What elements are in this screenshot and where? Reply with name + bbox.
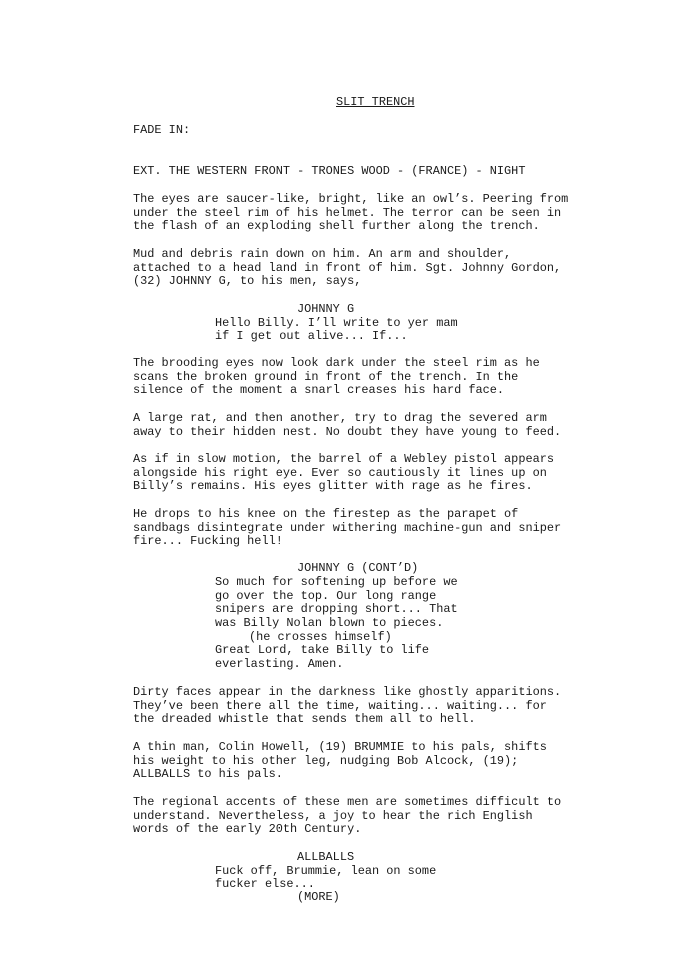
action-line: They’ve been there all the time, waiting... waiting... for	[133, 698, 547, 713]
action-line: As if in slow motion, the barrel of a Webley pistol appears	[133, 452, 554, 466]
dialogue-line: Fuck off, Brummie, lean on some	[215, 863, 437, 878]
dialogue-line: So much for softening up before we	[215, 575, 458, 589]
action-line: understand. Nevertheless, a joy to hear the rich English	[133, 808, 533, 823]
action-line: his weight to his other leg, nudging Bob Alcock, (19);	[133, 753, 519, 768]
dialogue-line: was Billy Nolan blown to pieces.	[215, 616, 444, 630]
action-line: the dreaded whistle that sends them all to hell.	[133, 712, 476, 726]
action-line: the flash of an exploding shell further along the trench.	[133, 219, 540, 233]
scene-heading: EXT. THE WESTERN FRONT - TRONES WOOD - (FRANCE) - NIGHT	[133, 164, 526, 178]
character-cue: JOHNNY G (CONT’D)	[297, 561, 419, 575]
dialogue-line: Great Lord, take Billy to life	[215, 643, 430, 657]
action-line: (32) JOHNNY G, to his men, says,	[133, 274, 362, 288]
action-line: Mud and debris rain down on him. An arm and shoulder,	[133, 247, 512, 261]
action-line: scans the broken ground in front of the trench. In the	[133, 369, 519, 384]
dialogue-line: go over the top. Our long range	[215, 588, 437, 603]
action-line: attached to a head land in front of him. Sgt. Johnny Gordon,	[133, 260, 562, 275]
action-line: sandbags disintegrate under withering machine-gun and sniper	[133, 520, 562, 535]
action-line: The eyes are saucer-like, bright, like an owl’s. Peering from	[133, 192, 569, 206]
dialogue-line: if I get out alive... If...	[215, 329, 408, 343]
action-line: silence of the moment a snarl creases his hard face.	[133, 383, 505, 397]
action-line: A thin man, Colin Howell, (19) BRUMMIE to his pals, shifts	[133, 740, 547, 754]
transition-fade-in: FADE IN:	[133, 123, 191, 137]
action-line: fire... Fucking hell!	[133, 534, 283, 548]
action-line: He drops to his knee on the firestep as the parapet of	[133, 507, 519, 521]
action-line: Dirty faces appear in the darkness like ghostly apparitions.	[133, 685, 562, 699]
action-line: Billy’s remains. His eyes glitter with rage as he fires.	[133, 479, 533, 493]
action-line: ALLBALLS to his pals.	[133, 767, 283, 781]
parenthetical: (he crosses himself)	[249, 629, 392, 644]
dialogue-line: Hello Billy. I’ll write to yer mam	[215, 315, 458, 330]
dialogue-line: snipers are dropping short... That	[215, 602, 458, 616]
dialogue-line: everlasting. Amen.	[215, 657, 344, 671]
more-continuation: (MORE)	[297, 890, 340, 904]
action-line: alongside his right eye. Ever so cautiously it lines up on	[133, 465, 547, 480]
action-line: The brooding eyes now look dark under the steel rim as he	[133, 356, 540, 370]
action-line: away to their hidden nest. No doubt they have young to feed.	[133, 424, 562, 439]
action-line: The regional accents of these men are sometimes difficult to	[133, 795, 562, 809]
action-line: words of the early 20th Century.	[133, 822, 362, 836]
character-cue: ALLBALLS	[297, 850, 355, 864]
character-cue: JOHNNY G	[297, 302, 355, 316]
dialogue-line: fucker else...	[215, 877, 315, 891]
action-line: under the steel rim of his helmet. The terror can be seen in	[133, 205, 562, 220]
action-line: A large rat, and then another, try to drag the severed arm	[133, 411, 547, 425]
script-title: SLIT TRENCH	[336, 95, 415, 109]
